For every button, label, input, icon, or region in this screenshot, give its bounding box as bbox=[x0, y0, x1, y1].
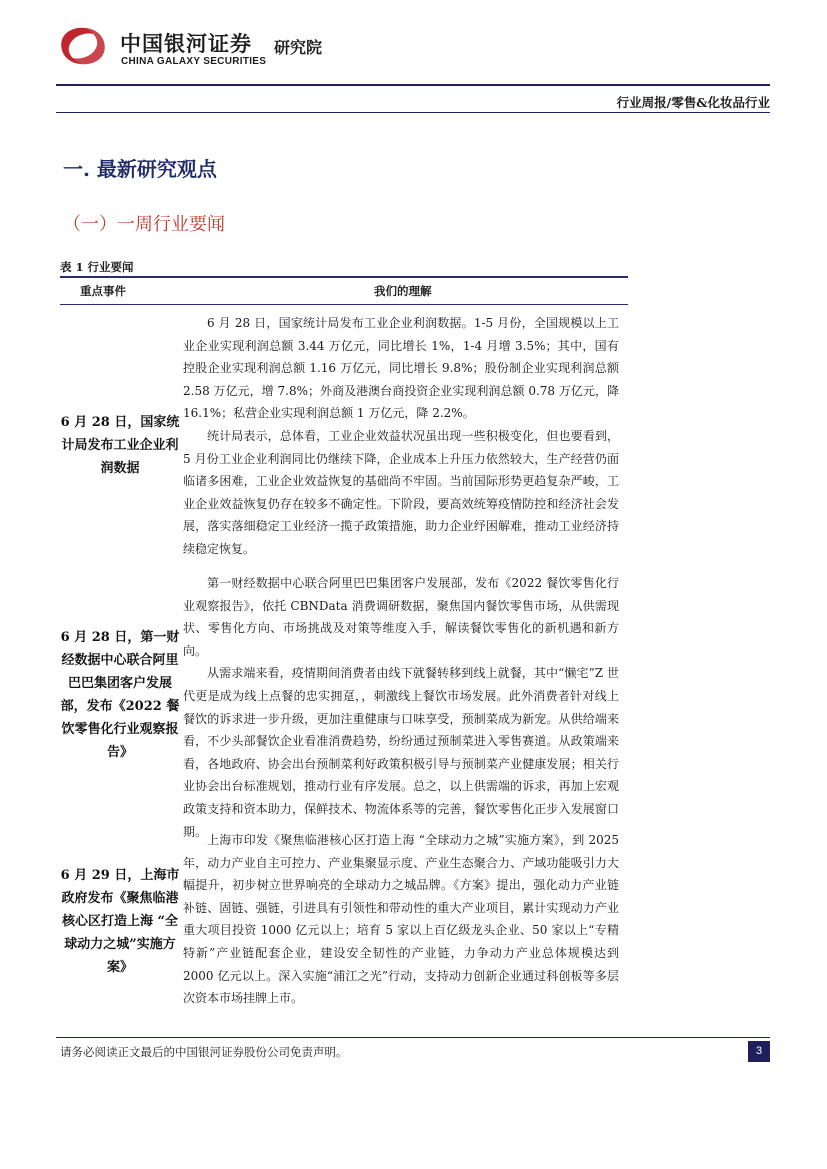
header-rule-lower bbox=[56, 112, 770, 113]
report-type: 行业周报/零售&化妆品行业 bbox=[616, 95, 770, 110]
brand-name-en: CHINA GALAXY SECURITIES bbox=[121, 56, 267, 67]
paragraph: 第一财经数据中心联合阿里巴巴集团客户发展部，发布《2022 餐饮零售化行业观察报告》，依托 CBNData 消费调研数据，聚焦国内餐饮零售市场，从供需现状、零售化方向、市场挑战及对策等维度入手，解读餐饮零售化的新机遇和新方向。 bbox=[183, 576, 619, 658]
table-caption: 表 1 行业要闻 bbox=[60, 260, 134, 274]
brand-name-cn: 中国银河证券 bbox=[120, 32, 252, 56]
table-top-rule bbox=[60, 276, 628, 278]
header-rule bbox=[56, 84, 770, 86]
column-header-understanding: 我们的理解 bbox=[374, 284, 432, 298]
table-row-understanding bbox=[183, 312, 619, 561]
table-row-event: 6 月 28 日，国家统计局发布工业企业利润数据 bbox=[60, 415, 180, 476]
table-row-event: 6 月 29 日，上海市政府发布《聚焦临港核心区打造上海 “全球动力之城”实施方案》 bbox=[60, 868, 180, 975]
institute-label: 研究院 bbox=[274, 38, 323, 57]
disclaimer: 请务必阅读正文最后的中国银河证券股份公司免责声明。 bbox=[60, 1045, 348, 1059]
column-header-event: 重点事件 bbox=[80, 284, 126, 298]
table-row-understanding bbox=[183, 829, 619, 1010]
galaxy-logo-icon bbox=[56, 24, 110, 68]
footer-rule bbox=[56, 1037, 770, 1038]
table-row-understanding bbox=[183, 572, 619, 843]
paragraph: 6 月 28 日，国家统计局发布工业企业利润数据。1-5 月份，全国规模以上工业企业实现利润总额 3.44 万亿元，同比增长 1%，1-4 月增 3.5%；其中，国有控股企业实现利润总额 1.16 万亿元，同比增长 9.8%；股份制企业实现利润总额 2.58 万亿元，增 7.8%；外商及港澳台商投资企业实现利润总额 0.78 万亿元，降 16.1%；私营企业实现利润总额 1 万亿元，降 2.2%。 bbox=[183, 316, 619, 421]
table-row-event: 6 月 28 日，第一财经数据中心联合阿里巴巴集团客户发展部，发布《2022 餐饮零售化行业观察报告》 bbox=[60, 630, 180, 760]
page-number: 3 bbox=[748, 1041, 770, 1062]
paragraph: 统计局表示，总体看，工业企业效益状况虽出现一些积极变化，但也要看到，5 月份工业企业利润同比仍继续下降，企业成本上升压力依然较大，生产经营仍面临诸多困难，工业企业效益恢复的基础尚不牢固。当前国际形势更趋复杂严峻，工业企业效益恢复仍存在较多不确定性。下阶段，要高效统筹疫情防控和经济社会发展，落实落细稳定工业经济一揽子政策措施，助力企业纾困解难，推动工业经济持续稳定恢复。 bbox=[183, 428, 619, 556]
paragraph: 从需求端来看，疫情期间消费者由线下就餐转移到线上就餐，其中“懒宅”Z 世代更是成为线上点餐的忠实拥趸，，刺激线上餐饮市场发展。此外消费者针对线上餐饮的诉求进一步升级，更加注重健康与口味享受，预制菜成为新宠。从供给端来看，不少头部餐饮企业看准消费趋势，纷纷通过预制菜进入零售赛道。从政策端来看，各地政府、协会出台预制菜利好政策积极引导与预制菜产业健康发展；相关行业协会出台标准规划，推动行业有序发展。总之，以上供需端的诉求，再加上宏观政策支持和资本助力，保鲜技术、物流体系等的完善，餐饮零售化正步入发展窗口期。 bbox=[183, 666, 619, 839]
subsection-heading: （一）一周行业要闻 bbox=[63, 214, 225, 235]
paragraph: 上海市印发《聚焦临港核心区打造上海 “全球动力之城”实施方案》，到 2025 年，动力产业自主可控力、产业集聚显示度、产业生态聚合力、产域功能吸引力大幅提升，初步树立世界响亮的全球动力之城品牌。《方案》提出，强化动力产业链补链、固链、强链，引进具有引领性和带动性的重大产业项目，累计实现动力产业重大项目投资 1000 亿元以上；培育 5 家以上百亿级龙头企业、50 家以上“专精特新”产业链配套企业，建设安全韧性的产业链，力争动力产业总体规模达到 2000 亿元以上。深入实施“浦江之光”行动，支持动力创新企业通过科创板等多层次资本市场挂牌上市。 bbox=[183, 833, 619, 1006]
section-heading: 一. 最新研究观点 bbox=[63, 157, 217, 181]
table-header-rule bbox=[60, 304, 628, 305]
